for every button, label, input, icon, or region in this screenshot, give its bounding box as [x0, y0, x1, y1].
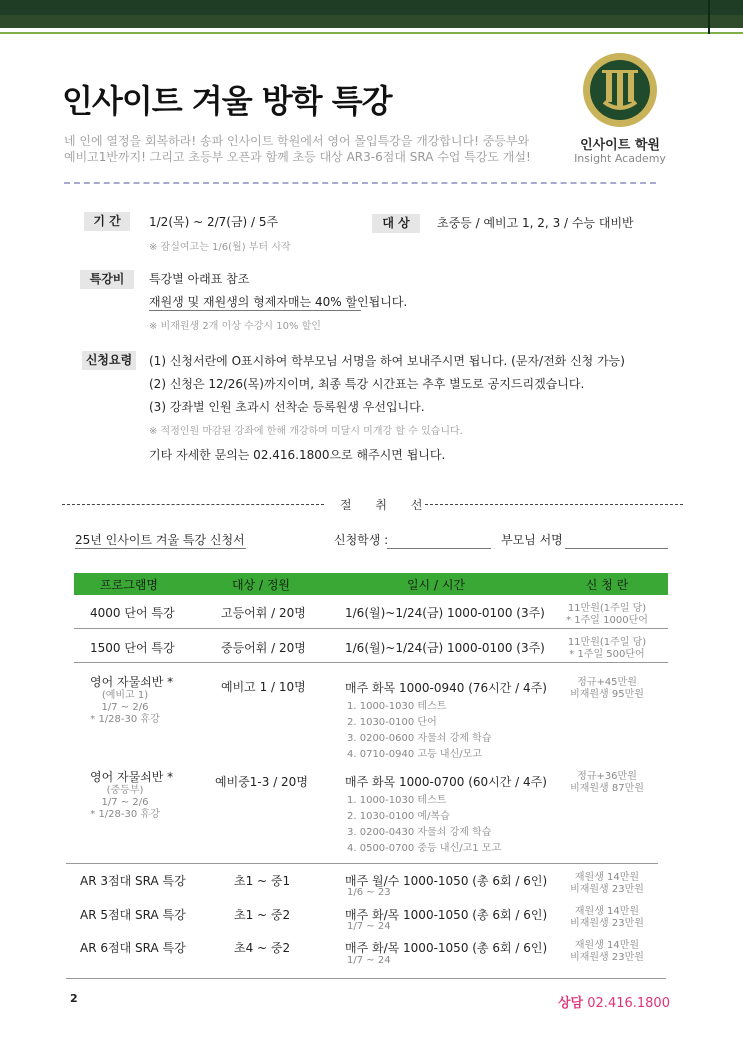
row-divider — [74, 662, 668, 663]
apply-contact: 기타 자세한 문의는 02.416.1800으로 해주시면 됩니다. — [149, 448, 446, 462]
row-fee-line: 정규+36만원 — [577, 771, 637, 782]
row-fee-line: 정규+45만원 — [577, 677, 637, 688]
parent-signature-field[interactable] — [565, 548, 668, 549]
contact-phone: 02.416.1800 — [587, 996, 670, 1011]
row-fee-line: * 1주일 500단어 — [569, 649, 645, 660]
row-target: 중등어휘 / 20명 — [221, 641, 306, 655]
cut-line-left — [62, 504, 324, 505]
col-header-target: 대상 / 정원 — [231, 578, 291, 592]
fee-discount: 재원생 및 재원생의 형제자매는 40% 할인됩니다. — [149, 295, 408, 309]
apply-item-2: (2) 신청은 12/26(목)까지이며, 최종 특강 시간표는 추후 별도로 공지드리겠습니다. — [149, 377, 585, 391]
row-detail-line: 3. 0200-0430 자물쇠 강제 학습 — [347, 827, 492, 838]
row-detail-line: 3. 0200-0600 자물쇠 강제 학습 — [347, 733, 492, 744]
apply-item-1: (1) 신청서란에 O표시하여 학부모님 서명을 하여 보내주시면 됩니다. (문자/전화 신청 가능) — [149, 354, 625, 368]
top-banner-accent-line — [0, 32, 743, 34]
row-fee[interactable] — [555, 872, 659, 896]
row-schedule: 매주 화목 1000-0700 (60시간 / 4주) — [345, 775, 547, 789]
row-fee[interactable] — [555, 906, 659, 930]
intro-text: 네 인에 열정을 회복하라! 송파 인사이트 학원에서 영어 몰입특강을 개강합니다! 중등부와 예비고1반까지! 그리고 초등부 오픈과 함께 초등 대상 AR3-6점대 SRA 수업 특강도 개설! — [64, 134, 531, 164]
row-detail-line: 1. 1000-1030 테스트 — [347, 795, 447, 806]
student-name-field[interactable] — [387, 548, 491, 549]
logo-subtitle: Insight Academy — [574, 152, 666, 165]
parent-label: 부모님 서명 — [501, 533, 563, 547]
logo-name: 인사이트 학원 — [580, 138, 660, 153]
target-tag: 대 상 — [372, 214, 420, 233]
fee-discount-underline — [149, 310, 361, 311]
row-target: 초4 ~ 중2 — [234, 941, 291, 955]
row-fee-line: 11만원(1주일 당) — [567, 637, 647, 648]
row-program-sub-line: * 1/28-30 휴강 — [90, 714, 160, 725]
row-fee[interactable] — [555, 603, 659, 627]
row-schedule: 매주 화/목 1000-1050 (총 6회 / 6인) — [345, 941, 548, 955]
row-fee-line: 비재원생 87만원 — [570, 783, 644, 794]
row-dates: 1/7 ~ 24 — [347, 921, 391, 932]
col-header-apply: 신 청 란 — [585, 578, 629, 592]
row-fee-line: 재원생 14만원 — [574, 940, 640, 951]
top-banner-stripe — [0, 15, 743, 28]
academy-logo-icon — [582, 52, 658, 128]
row-fee[interactable] — [555, 940, 659, 964]
row-divider — [66, 863, 658, 864]
row-fee-line: 재원생 14만원 — [574, 906, 640, 917]
target-value: 초중등 / 예비고 1, 2, 3 / 수능 대비반 — [437, 216, 634, 230]
row-program: AR 5점대 SRA 특강 — [80, 908, 186, 922]
contact-info — [558, 992, 670, 1011]
row-fee-line: 11만원(1주일 당) — [567, 603, 647, 614]
row-detail-line: 1. 1000-1030 테스트 — [347, 701, 447, 712]
row-target: 초1 ~ 중2 — [234, 908, 291, 922]
row-dates: 1/7 ~ 24 — [347, 955, 391, 966]
row-program: AR 6점대 SRA 특강 — [80, 941, 186, 955]
period-tag: 기 간 — [84, 212, 130, 231]
row-fee[interactable] — [555, 771, 659, 795]
contact-label: 상담 — [558, 996, 584, 1011]
apply-item-3: (3) 강좌별 인원 초과시 선착순 등록원생 우선입니다. — [149, 400, 425, 414]
row-program-sub-line: * 1/28-30 휴강 — [90, 809, 160, 820]
table-bottom-border — [66, 978, 666, 979]
cut-line-label: 절 취 선 — [340, 498, 433, 512]
row-fee-line: 비재원생 23만원 — [570, 884, 644, 895]
row-program-sub-line: 1/7 ~ 2/6 — [101, 702, 149, 713]
page-title: 인사이트 겨울 방학 특강 — [62, 82, 392, 120]
row-program: 1500 단어 특강 — [90, 641, 175, 655]
fee-tag: 특강비 — [80, 270, 134, 289]
page-number: 2 — [70, 992, 78, 1005]
row-schedule: 매주 월/수 1000-1050 (총 6회 / 6인) — [345, 874, 548, 888]
row-program-sub — [70, 785, 180, 821]
fee-note: ※ 비재원생 2개 이상 수강시 10% 할인 — [149, 321, 321, 332]
row-detail-line: 4. 0500-0700 중등 내신/고1 모고 — [347, 843, 502, 854]
top-banner-divider — [708, 0, 710, 34]
row-schedule: 1/6(월)~1/24(금) 1000-0100 (3주) — [345, 641, 545, 655]
row-details — [347, 793, 501, 857]
student-label: 신청학생 : — [334, 533, 389, 547]
row-fee-line: 비재원생 95만원 — [570, 689, 644, 700]
form-title: 25년 인사이트 겨울 특강 신청서 — [75, 533, 245, 547]
apply-tag: 신청요령 — [82, 351, 136, 370]
row-detail-line: 2. 1030-0100 예/복습 — [347, 811, 450, 822]
col-header-program: 프로그램명 — [100, 578, 158, 592]
row-fee-line: 비재원생 23만원 — [570, 952, 644, 963]
row-target: 초1 ~ 중1 — [234, 874, 291, 888]
cut-line-right — [425, 504, 683, 505]
period-note: ※ 잠실여고는 1/6(월) 부터 시작 — [149, 242, 291, 253]
row-fee-line: 재원생 14만원 — [574, 872, 640, 883]
row-target: 예비중1-3 / 20명 — [215, 775, 308, 789]
row-schedule: 1/6(월)~1/24(금) 1000-0100 (3주) — [345, 606, 545, 620]
row-program-sub-line: (중등부) — [106, 785, 144, 796]
row-detail-line: 4. 0710-0940 고등 내신/모고 — [347, 749, 482, 760]
form-title-underline — [75, 548, 246, 549]
row-schedule: 매주 화/목 1000-1050 (총 6회 / 6인) — [345, 908, 548, 922]
row-program: 영어 자물쇠반 * — [90, 770, 174, 784]
row-schedule: 매주 화목 1000-0940 (76시간 / 4주) — [345, 681, 547, 695]
fee-value: 특강별 아래표 참조 — [149, 272, 250, 286]
row-details — [347, 699, 491, 763]
row-fee[interactable] — [555, 637, 659, 661]
row-fee[interactable] — [555, 677, 659, 701]
row-fee-line: * 1주일 1000단어 — [566, 615, 648, 626]
period-value: 1/2(목) ~ 2/7(금) / 5주 — [149, 215, 279, 229]
row-detail-line: 2. 1030-0100 단어 — [347, 717, 437, 728]
row-target: 고등어휘 / 20명 — [221, 606, 306, 620]
row-dates: 1/6 ~ 23 — [347, 887, 391, 898]
row-target: 예비고 1 / 10명 — [221, 680, 306, 694]
row-program-sub-line: 1/7 ~ 2/6 — [101, 797, 149, 808]
apply-note: ※ 적정인원 마감된 강좌에 한해 개강하며 미달시 미개강 할 수 있습니다. — [149, 426, 463, 437]
col-header-schedule: 일시 / 시간 — [406, 578, 466, 592]
row-program-sub — [70, 690, 180, 726]
row-program: AR 3점대 SRA 특강 — [80, 874, 186, 888]
table-header — [74, 573, 668, 595]
row-fee-line: 비재원생 23만원 — [570, 918, 644, 929]
row-program: 4000 단어 특강 — [90, 606, 175, 620]
row-program-sub-line: (예비고 1) — [101, 690, 149, 701]
section-divider — [64, 182, 656, 184]
row-divider — [74, 628, 668, 629]
row-program: 영어 자물쇠반 * — [90, 675, 174, 689]
